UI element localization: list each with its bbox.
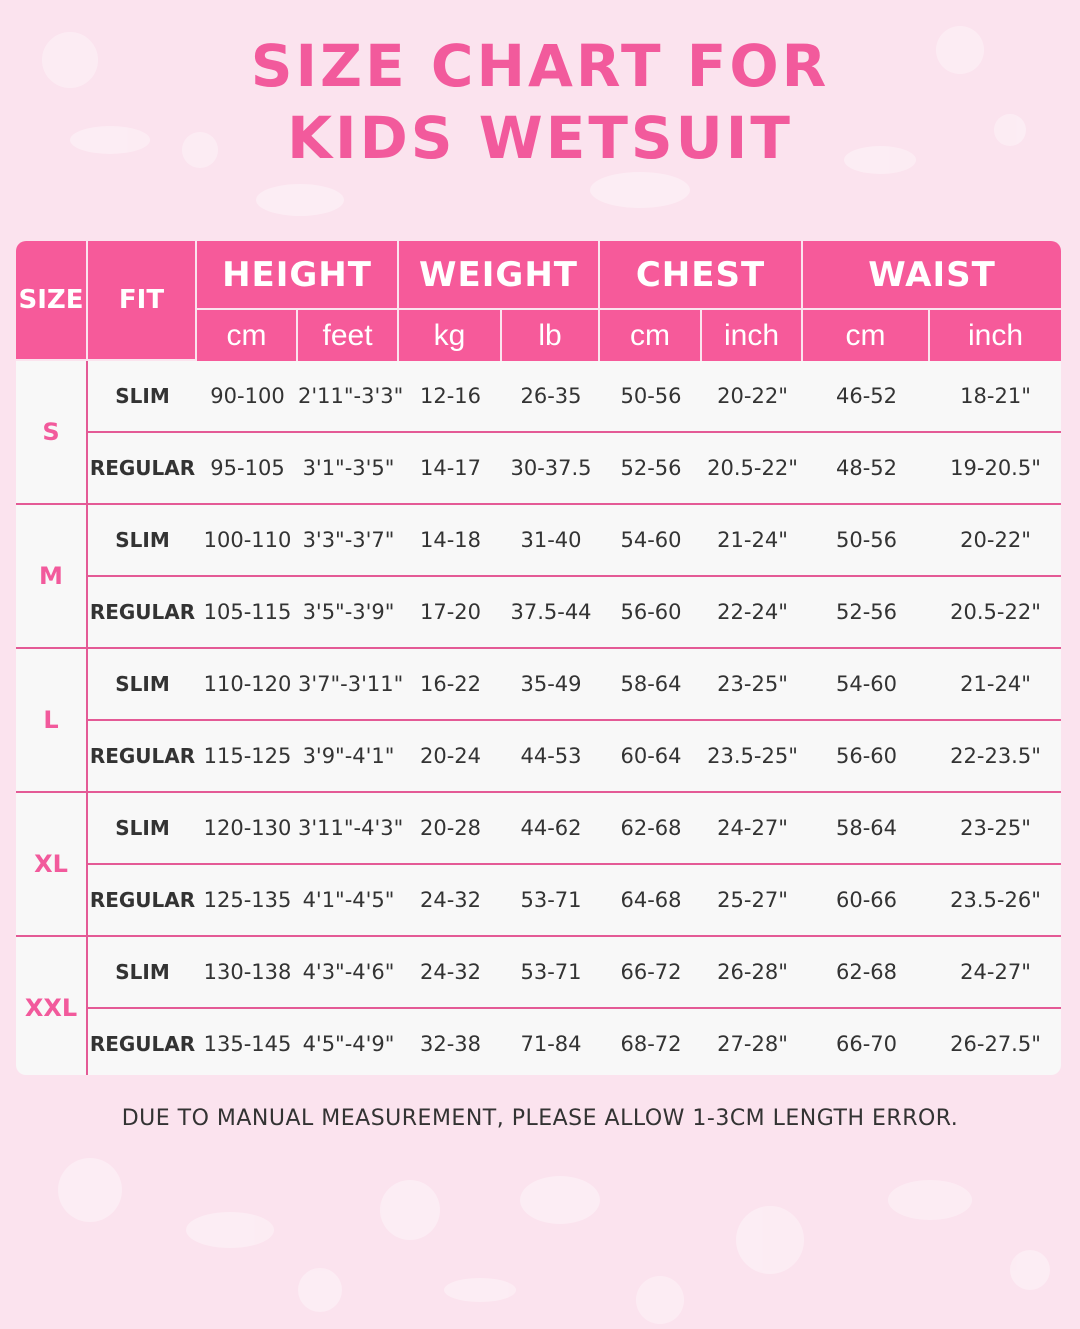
fit-label: SLIM xyxy=(88,361,197,433)
measurement-cell: 26-35 xyxy=(502,361,600,433)
measurement-cell: 58-64 xyxy=(803,793,930,865)
size-chart-table xyxy=(16,241,1061,1075)
measurement-cell: 24-32 xyxy=(399,937,502,1009)
measurement-cell: 12-16 xyxy=(399,361,502,433)
measurement-cell: 56-60 xyxy=(803,721,930,793)
measurement-cell: 20.5-22" xyxy=(702,433,803,505)
measurement-cell: 53-71 xyxy=(502,937,600,1009)
measurement-cell: 16-22 xyxy=(399,649,502,721)
size-label: XL xyxy=(16,793,88,937)
measurement-cell: 25-27" xyxy=(702,865,803,937)
measurement-cell: 22-24" xyxy=(702,577,803,649)
measurement-cell: 120-130 xyxy=(197,793,298,865)
measurement-cell: 20-22" xyxy=(702,361,803,433)
chest-header: CHEST xyxy=(600,241,803,310)
fit-header: FIT xyxy=(88,241,197,361)
measurement-cell: 23.5-26" xyxy=(930,865,1061,937)
measurement-cell: 20.5-22" xyxy=(930,577,1061,649)
measurement-cell: 60-64 xyxy=(600,721,702,793)
unit-header: cm xyxy=(803,310,930,361)
measurement-cell: 26-27.5" xyxy=(950,1032,1041,1056)
measurement-cell: 130-138 xyxy=(197,937,298,1009)
measurement-cell: 56-60 xyxy=(600,577,702,649)
table-row xyxy=(16,433,1061,505)
measurement-cell: 35-49 xyxy=(502,649,600,721)
measurement-cell: 46-52 xyxy=(803,361,930,433)
measurement-cell: 23-25" xyxy=(930,793,1061,865)
fit-label: SLIM xyxy=(88,649,197,721)
measurement-cell: 50-56 xyxy=(803,505,930,577)
table-row xyxy=(16,793,1061,865)
measurement-cell: 23.5-25" xyxy=(702,721,803,793)
table-row xyxy=(16,1009,1061,1075)
measurement-cell: 110-120 xyxy=(197,649,298,721)
table-row xyxy=(16,505,1061,577)
measurement-cell: 24-27" xyxy=(930,937,1061,1009)
weight-header: WEIGHT xyxy=(399,241,600,310)
measurement-cell: 60-66 xyxy=(803,865,930,937)
unit-header: cm xyxy=(600,310,702,361)
measurement-cell: 24-32 xyxy=(399,865,502,937)
measurement-cell: 135-145 xyxy=(203,1032,292,1056)
measurement-cell: 23-25" xyxy=(702,649,803,721)
unit-header: cm xyxy=(197,310,298,361)
page-title xyxy=(0,30,1080,174)
measurement-cell: 3'5"-3'9" xyxy=(298,577,399,649)
measurement-cell: 24-27" xyxy=(702,793,803,865)
fit-label: REGULAR xyxy=(89,1032,196,1056)
measurement-cell: 3'11"-4'3" xyxy=(298,793,399,865)
measurement-cell: 48-52 xyxy=(803,433,930,505)
measurement-cell: 71-84 xyxy=(520,1032,582,1056)
measurement-cell: 115-125 xyxy=(197,721,298,793)
measurement-cell: 50-56 xyxy=(600,361,702,433)
measurement-cell: 27-28" xyxy=(717,1032,788,1056)
fit-label: SLIM xyxy=(88,505,197,577)
measurement-cell: 54-60 xyxy=(600,505,702,577)
measurement-cell: 44-53 xyxy=(502,721,600,793)
size-label: L xyxy=(16,649,88,793)
measurement-cell: 2'11"-3'3" xyxy=(298,361,399,433)
measurement-cell: 53-71 xyxy=(502,865,600,937)
table-body xyxy=(16,361,1061,1075)
fit-label: REGULAR xyxy=(88,721,197,793)
measurement-cell: 21-24" xyxy=(702,505,803,577)
waist-header: WAIST xyxy=(803,241,1061,310)
measurement-cell: 31-40 xyxy=(502,505,600,577)
measurement-cell: 4'3"-4'6" xyxy=(298,937,399,1009)
measurement-cell: 100-110 xyxy=(197,505,298,577)
size-label: M xyxy=(16,505,88,649)
unit-header: feet xyxy=(298,310,399,361)
title-line-1: SIZE CHART FOR xyxy=(250,32,830,100)
unit-header: lb xyxy=(502,310,600,361)
size-label: XXL xyxy=(16,937,88,1075)
fit-label: REGULAR xyxy=(88,433,197,505)
measurement-cell: 20-22" xyxy=(930,505,1061,577)
fit-label: REGULAR xyxy=(88,865,197,937)
measurement-cell: 58-64 xyxy=(600,649,702,721)
measurement-cell: 17-20 xyxy=(399,577,502,649)
measurement-note: DUE TO MANUAL MEASUREMENT, PLEASE ALLOW 1-3CM LENGTH ERROR. xyxy=(121,1106,959,1131)
measurement-cell: 37.5-44 xyxy=(502,577,600,649)
table-row xyxy=(16,649,1061,721)
measurement-cell: 20-28 xyxy=(399,793,502,865)
measurement-cell: 21-24" xyxy=(930,649,1061,721)
measurement-cell: 14-17 xyxy=(399,433,502,505)
measurement-cell: 64-68 xyxy=(600,865,702,937)
measurement-cell: 44-62 xyxy=(502,793,600,865)
table-row xyxy=(16,721,1061,793)
measurement-cell: 30-37.5 xyxy=(502,433,600,505)
measurement-cell: 22-23.5" xyxy=(930,721,1061,793)
measurement-cell: 95-105 xyxy=(197,433,298,505)
measurement-cell: 90-100 xyxy=(197,361,298,433)
table-row xyxy=(16,577,1061,649)
size-header: SIZE xyxy=(16,241,88,361)
measurement-cell: 125-135 xyxy=(197,865,298,937)
measurement-cell: 3'1"-3'5" xyxy=(298,433,399,505)
fit-label: SLIM xyxy=(88,937,197,1009)
fit-label: REGULAR xyxy=(88,577,197,649)
measurement-cell: 4'5"-4'9" xyxy=(302,1032,395,1056)
measurement-cell: 20-24 xyxy=(399,721,502,793)
measurement-cell: 26-28" xyxy=(702,937,803,1009)
measurement-cell: 19-20.5" xyxy=(930,433,1061,505)
measurement-cell: 62-68 xyxy=(803,937,930,1009)
unit-header: kg xyxy=(399,310,502,361)
height-header: HEIGHT xyxy=(197,241,399,310)
measurement-cell: 3'9"-4'1" xyxy=(298,721,399,793)
unit-header: inch xyxy=(702,310,803,361)
fit-label: SLIM xyxy=(88,793,197,865)
measurement-cell: 66-70 xyxy=(836,1032,898,1056)
measurement-cell: 4'1"-4'5" xyxy=(298,865,399,937)
measurement-cell: 3'3"-3'7" xyxy=(298,505,399,577)
table-row xyxy=(16,361,1061,433)
title-line-2: KIDS WETSUIT xyxy=(287,104,793,172)
measurement-cell: 62-68 xyxy=(600,793,702,865)
table-row xyxy=(16,865,1061,937)
measurement-cell: 105-115 xyxy=(197,577,298,649)
measurement-cell: 52-56 xyxy=(600,433,702,505)
measurement-cell: 68-72 xyxy=(620,1032,682,1056)
table-row xyxy=(16,937,1061,1009)
measurement-cell: 3'7"-3'11" xyxy=(298,649,399,721)
measurement-cell: 32-38 xyxy=(420,1032,482,1056)
measurement-cell: 18-21" xyxy=(930,361,1061,433)
measurement-cell: 66-72 xyxy=(600,937,702,1009)
size-label: S xyxy=(16,361,88,505)
unit-header: inch xyxy=(930,310,1061,361)
measurement-cell: 14-18 xyxy=(399,505,502,577)
measurement-cell: 54-60 xyxy=(803,649,930,721)
measurement-cell: 52-56 xyxy=(803,577,930,649)
